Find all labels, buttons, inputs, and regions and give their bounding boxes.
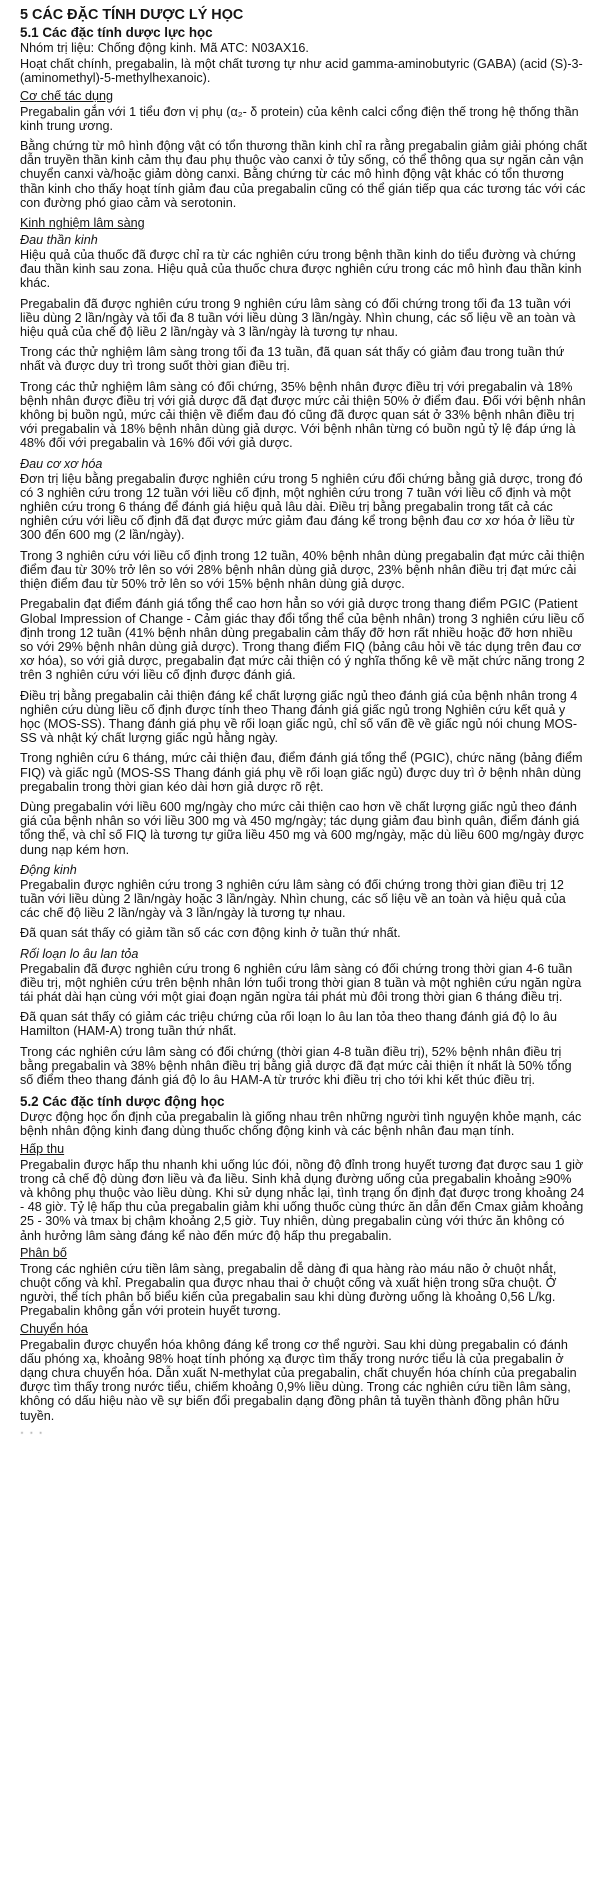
metabolism-paragraph: Pregabalin được chuyển hóa không đáng kể trong cơ thể người. Sau khi dùng pregabalin có đánh dấu phóng xạ, khoảng 98% hoạt tính phóng xạ được tìm thấy trong nước tiểu là của pregabalin ở dạng chưa chuyển hóa. Dẫn xuất N-methylat của pregabalin, chất chuyển hóa chính của pregabalin được tìm thấy trong nước tiểu, chiếm khoảng 0,9% liều dùng. Trong các nghiên cứu tiền lâm sàng, không có dấu hiệu nào về sự biến đổi pregabalin dạng đồng phân tả tuyền thành đồng phân hữu tuyền. — [20, 1337, 577, 1423]
fibromyalgia-heading: Đau cơ xơ hóa — [20, 456, 103, 471]
mechanism-paragraph-2: Bằng chứng từ mô hình động vật có tổn thương thần kinh chỉ ra rằng pregabalin giảm giải phóng chất dẫn truyền thần kinh cảm thụ đau phụ thuộc vào canxi ở tủy sống, có thể thông qua sự ngăn cản vận chuyển canxi và/hoặc giảm dòng canxi. Bằng chứng từ các mô hình động vật khác có tổn thương thần kinh cho thấy hoạt tính giảm đau của pregabalin cũng có thể gián tiếp qua các tương tác với các con đường phó giao cảm và serotonin. — [20, 139, 588, 210]
neuropathic-paragraph-3: Trong các thử nghiệm lâm sàng trong tối đa 13 tuần, đã quan sát thấy có giảm đau trong tuần thứ nhất và được duy trì trong suốt thời gian điều trị. — [20, 345, 565, 374]
epilepsy-paragraph-2: Đã quan sát thấy có giảm tần số các cơn động kinh ở tuần thứ nhất. — [20, 926, 401, 941]
epilepsy-paragraph-1: Pregabalin được nghiên cứu trong 3 nghiên cứu lâm sàng có đối chứng trong thời gian điều trị 12 tuần với liều dùng 2 lần/ngày hoặc 3 lần/ngày. Nhìn chung, các số liệu về an toàn và hiệu quả của các chế độ liều 2 lần/ngày và 3 lần/ngày là tương tự nhau. — [20, 877, 566, 921]
pk-intro-paragraph: Dược động học ổn định của pregabalin là giống nhau trên những người tình nguyện khỏe mạnh, các bệnh nhân động kinh đang dùng thuốc chống động kinh và các bệnh nhân đau mạn tính. — [20, 1110, 582, 1139]
active-ingredient-paragraph: Hoạt chất chính, pregabalin, là một chất tương tự như acid gamma-aminobutyric (GABA) (acid (S)-3- (aminomethyl)-5-methylhexanoic). — [20, 57, 583, 86]
gad-paragraph-3: Trong các nghiên cứu lâm sàng có đối chứng (thời gian 4-8 tuần điều trị), 52% bệnh nhân điều trị bằng pregabalin và 38% bệnh nhân điều trị bằng giả dược đã đạt mức cải thiện ít nhất là 50% tổng số điểm theo thang đánh giá độ lo âu HAM-A từ trước khi điều trị cho tới khi kết thúc điều trị. — [20, 1044, 572, 1087]
therapeutic-group: Nhóm trị liệu: Chống động kinh. Mã ATC: N03AX16. — [20, 41, 309, 55]
gad-paragraph-1: Pregabalin đã được nghiên cứu trong 6 nghiên cứu lâm sàng có đối chứng trong thời gian 4-6 tuần điều trị, một nghiên cứu trên bệnh nhân lớn tuổi trong thời gian 8 tuần và một nghiên cứu ngăn ngừa tái phát dài hạn cùng với một giai đoạn ngăn ngừa tái phát mù đôi trong thời gian 6 tháng điều trị. — [20, 961, 582, 1004]
distribution-paragraph: Trong các nghiên cứu tiền lâm sàng, pregabalin dễ dàng đi qua hàng rào máu não ở chuột nhắt, chuột cống và khỉ. Pregabalin qua được nhau thai ở chuột cống và xuất hiện trong sữa chuột. Ở người, thể tích phân bố biểu kiến của pregabalin sau khi dùng đường uống là khoảng 0,56 L/kg. Pregabalin không gắn với protein huyết tương. — [20, 1261, 557, 1319]
gad-heading: Rối loạn lo âu lan tỏa — [20, 946, 139, 961]
cut-off-text-line: · · · — [20, 1424, 44, 1439]
fibromyalgia-paragraph-4: Điều trị bằng pregabalin cải thiện đáng kể chất lượng giấc ngủ theo đánh giá của bệnh nhân trong 4 nghiên cứu dùng liều cố định được tính theo Thang đánh giá giấc ngủ trong Nghiên cứu kết quả y học (MOS-SS). Thang đánh giá phụ về rối loạn giấc ngủ, chỉ số vấn đề về giấc ngủ nói chung MOS-SS và nhật ký chất lượng giấc ngủ hằng ngày. — [20, 688, 578, 746]
fibromyalgia-paragraph-3: Pregabalin đạt điểm đánh giá tổng thể cao hơn hẳn so với giả dược trong thang điểm PGIC (Patient Global Impression of Change - Cảm giác thay đổi tổng thể của bệnh nhân) trong 3 nghiên cứu liều cố định trong 12 tuần (41% bệnh nhân dùng pregabalin cảm thấy đỡ hơn rất nhiều hoặc đỡ hơn nhiều so với 29% bệnh nhân dùng giả dược). Trong thang điểm FIQ (bảng câu hỏi về tác dụng trên đau cơ xơ hóa), so với giả dược, pregabalin đạt mức cải thiện có ý nghĩa thống kê về mặt chức năng trong 2 trên 3 nghiên cứu với liều cố định được đánh giá. — [20, 597, 585, 683]
neuropathic-paragraph-1: Hiệu quả của thuốc đã được chỉ ra từ các nghiên cứu trong bệnh thần kinh do tiểu đường và chứng đau thần kinh sau zona. Hiệu quả của thuốc chưa được nghiên cứu trong các mô hình đau thần kinh khác. — [20, 248, 582, 291]
section-5-title: 5 CÁC ĐẶC TÍNH DƯỢC LÝ HỌC — [20, 7, 244, 23]
section-5-2-title: 5.2 Các đặc tính dược động học — [20, 1094, 225, 1110]
mechanism-paragraph-1: Pregabalin gắn với 1 tiểu đơn vị phụ (α₂- δ protein) của kênh calci cổng điện thế trong hệ thống thần kinh trung ương. — [20, 104, 579, 133]
gad-paragraph-2: Đã quan sát thấy có giảm các triệu chứng của rối loạn lo âu lan tỏa theo thang đánh giá độ lo âu Hamilton (HAM-A) trong tuần thứ nhất. — [20, 1010, 558, 1039]
mechanism-heading: Cơ chế tác dụng — [20, 88, 113, 103]
section-5-1-title: 5.1 Các đặc tính dược lực học — [20, 25, 213, 40]
epilepsy-heading: Động kinh — [20, 862, 77, 877]
metabolism-heading: Chuyển hóa — [20, 1321, 88, 1336]
fibromyalgia-paragraph-1: Đơn trị liệu bằng pregabalin được nghiên cứu trong 5 nghiên cứu đối chứng bằng giả dược, trong đó có 3 nghiên cứu trong 12 tuần với liều cố định, một nghiên cứu trong 7 tuần với liều cố định và một nghiên cứu trong 6 tháng để đánh giá hiệu quả lâu dài. Điều trị bằng pregabalin trong tất cả các nghiên cứu với liều cố định đã đạt được mức giảm đau đáng kể trong bệnh đau cơ xơ hóa ở liều từ 300 đến 600 mg (2 lần/ngày). — [20, 471, 583, 543]
neuropathic-pain-heading: Đau thần kinh — [20, 233, 98, 248]
absorption-paragraph: Pregabalin được hấp thu nhanh khi uống lúc đói, nồng độ đỉnh trong huyết tương đạt được sau 1 giờ trong cả chế độ dùng đơn liều và đa liều. Sinh khả dụng đường uống của pregabalin khoảng ≥90% và không phụ thuộc vào liều dùng. Khi sử dụng nhắc lại, tình trạng ổn định đạt được trong khoảng 24 - 48 giờ. Tỷ lệ hấp thu của pregabalin giảm khi uống thuốc cùng thức ăn dẫn đến Cmax giảm khoảng 25 - 30% và tmax bị chậm khoảng 2,5 giờ. Tuy nhiên, dùng pregabalin cùng với thức ăn không có ảnh hưởng lâm sàng đáng kể nào đến mức độ hấp thu pregabalin. — [20, 1157, 585, 1243]
neuropathic-paragraph-2: Pregabalin đã được nghiên cứu trong 9 nghiên cứu lâm sàng có đối chứng trong tối đa 13 tuần với liều dùng 2 lần/ngày và tối đa 8 tuần với liều dùng 3 lần/ngày. Nhìn chung, các số liệu về an toàn và hiệu quả của chế độ liều 2 lần/ngày và 3 lần/ngày là tương tự nhau. — [20, 296, 576, 340]
fibromyalgia-paragraph-2: Trong 3 nghiên cứu với liều cố định trong 12 tuần, 40% bệnh nhân dùng pregabalin đạt mức cải thiện điểm đau từ 30% trở lên so với 28% bệnh nhân dùng giả dược, 23% bệnh nhân điều trị đạt mức cải thiện điểm đau từ 50% trở lên so với 15% bệnh nhân dùng giả dược. — [20, 548, 585, 592]
distribution-heading: Phân bố — [20, 1245, 67, 1260]
absorption-heading: Hấp thu — [20, 1141, 65, 1156]
fibromyalgia-paragraph-6: Dùng pregabalin với liều 600 mg/ngày cho mức cải thiện cao hơn về chất lượng giấc ngủ theo đánh giá của bệnh nhân so với liều 300 mg và 450 mg/ngày; tác dụng giảm đau bình quân, điểm đánh giá tổng thể, và chỉ số FIQ là tương tự giữa liều 450 mg và 600 mg/ngày, mặc dù liều 600 mg/ngày được dung nạp kém hơn. — [20, 799, 584, 857]
neuropathic-paragraph-4: Trong các thử nghiệm lâm sàng có đối chứng, 35% bệnh nhân được điều trị với pregabalin và 18% bệnh nhân được điều trị với giả dược đã đạt được mức cải thiện 50% ở điểm đau. Đối với bệnh nhân không bị buồn ngủ, mức cải thiện về điểm đau đó cũng đã được quan sát ở 33% bệnh nhân điều trị với pregabalin và 18% bệnh nhân dùng giả dược. Với bệnh nhân từng có buồn ngủ tỷ lệ đáp ứng là 48% đối với pregabalin và 16% đối với giả dược. — [20, 379, 586, 451]
clinical-experience-heading: Kinh nghiệm lâm sàng — [20, 216, 145, 231]
fibromyalgia-paragraph-5: Trong nghiên cứu 6 tháng, mức cải thiện đau, điểm đánh giá tổng thể (PGIC), chức năng (bảng điểm FIQ) và giấc ngủ (MOS-SS Thang đánh giá phụ về rối loạn giấc ngủ) được duy trì ở bệnh nhân dùng pregabalin trong thời gian kéo dài hơn giả dược rõ rệt. — [20, 751, 583, 794]
